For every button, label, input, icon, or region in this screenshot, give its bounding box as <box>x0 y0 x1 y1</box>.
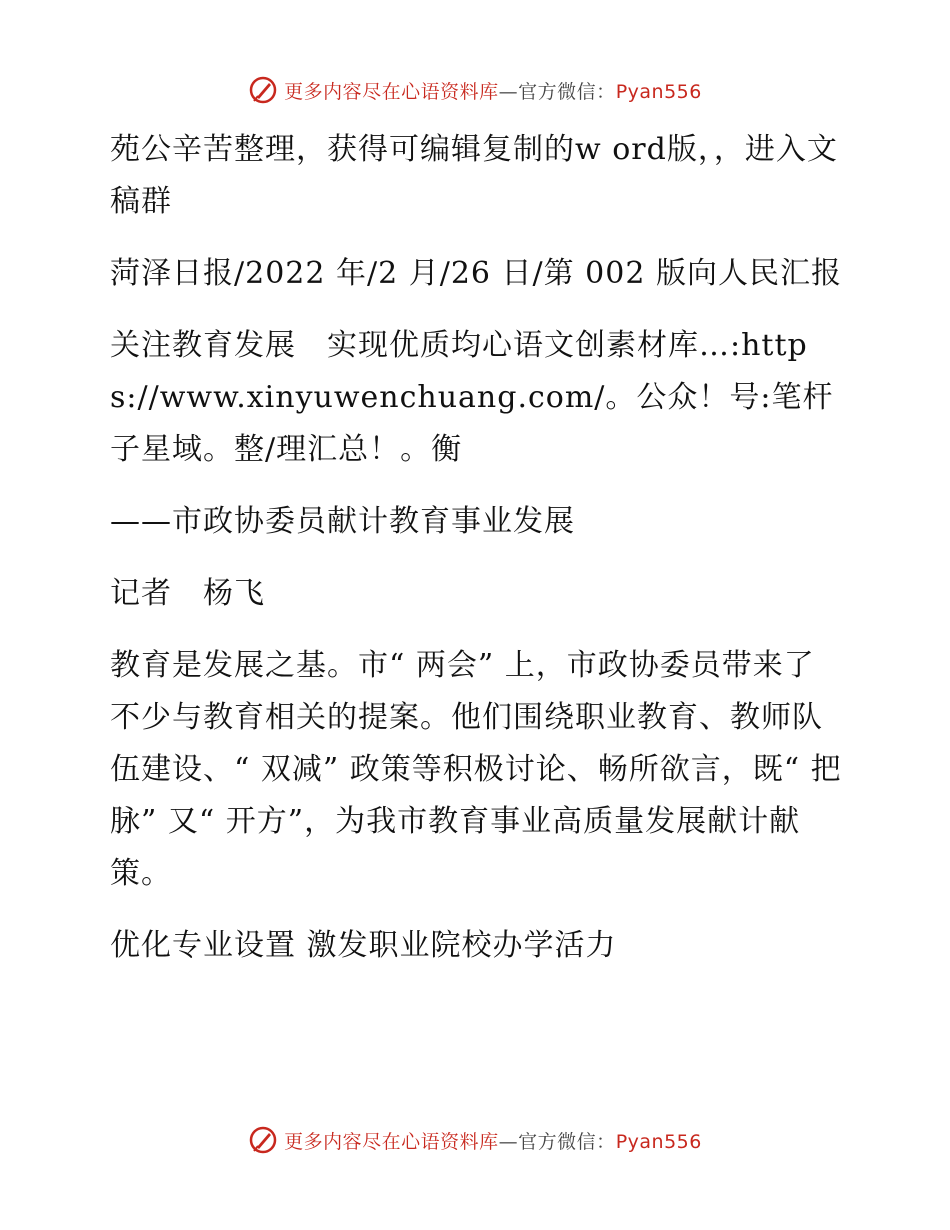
paragraph-lead: 教育是发展之基。市“ 两会” 上，市政协委员带来了不少与教育相关的提案。他们围绕职业教育、教师队伍建设、“ 双减” 政策等积极讨论、畅所欲言，既“ 把脉” 又“ 开方”，为我市教育事业高质量发展献计献策。 <box>110 648 842 891</box>
watermark-wechat-id: Pyan556 <box>615 80 702 103</box>
watermark-main-text: 更多内容尽在心语资料库 <box>284 1130 499 1153</box>
document-body <box>98 124 843 992</box>
watermark-main-text: 更多内容尽在心语资料库 <box>284 80 499 103</box>
quill-pen-logo-icon <box>248 75 278 105</box>
watermark-wechat-id: Pyan556 <box>615 1130 702 1153</box>
watermark-wechat-label: 官方微信： <box>518 80 616 103</box>
watermark-wechat-label: 官方微信： <box>518 1130 616 1153</box>
paragraph-section-heading: 优化专业设置 激发职业院校办学活力 <box>110 928 617 963</box>
watermark-footer <box>0 1120 950 1160</box>
watermark-dash: — <box>498 1130 519 1153</box>
paragraph-source-line: 菏泽日报/2022 年/2 月/26 日/第 002 版向人民汇报 <box>110 256 842 291</box>
paragraph-intro-note: 苑公辛苦整理，获得可编辑复制的w ord版，，进入文稿群 <box>110 132 838 219</box>
watermark-header <box>0 70 950 110</box>
quill-pen-logo-icon <box>248 1125 278 1155</box>
paragraph-byline: 记者 杨飞 <box>110 576 265 611</box>
watermark-dash: — <box>498 80 519 103</box>
paragraph-headline: 关注教育发展 实现优质均心语文创素材库…:https://www.xinyuwenchuang.com/。公众！号:笔杆子星域。整/理汇总！。衡 <box>110 328 834 467</box>
paragraph-subheadline: ——市政协委员献计教育事业发展 <box>110 504 575 539</box>
